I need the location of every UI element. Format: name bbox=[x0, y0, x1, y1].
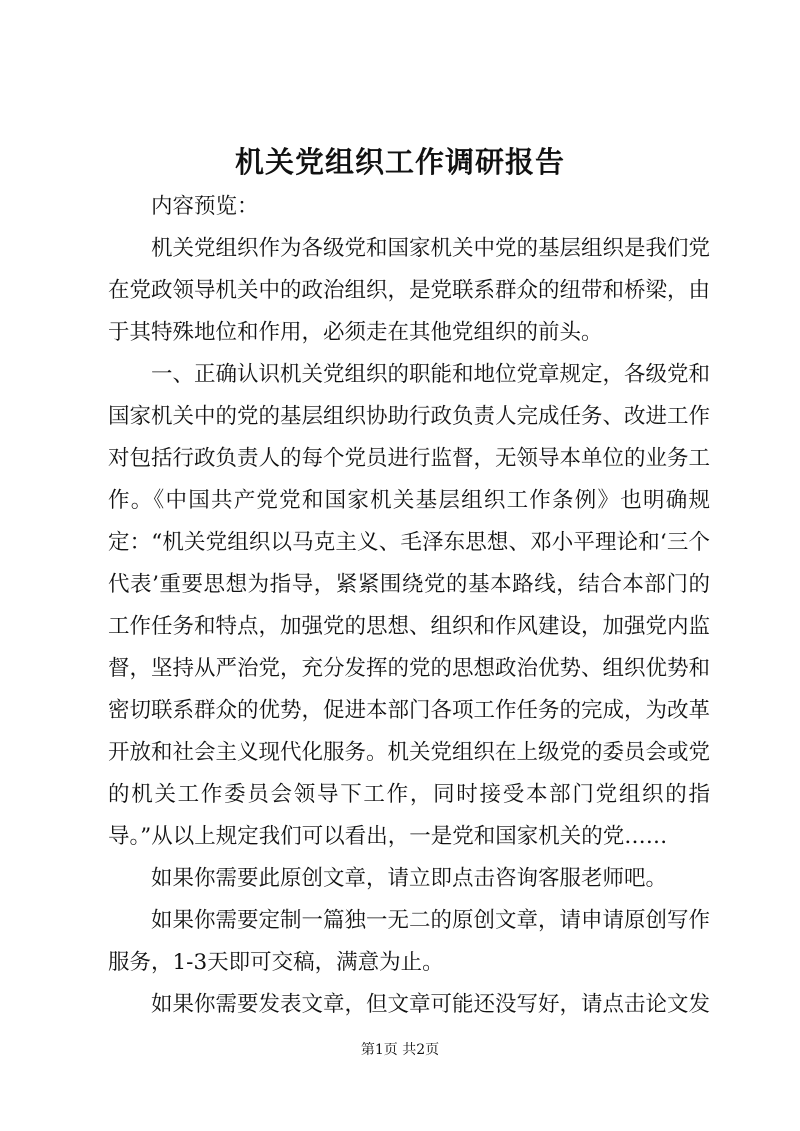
preview-label: 内容预览： bbox=[151, 194, 259, 219]
page-footer: 第1页 共2页 bbox=[360, 1042, 440, 1058]
document-body bbox=[108, 186, 710, 1026]
paragraph-custom-writing: 如果你需要定制一篇独一无二的原创文章，请申请原创写作服务，1-3天即可交稿，满意为止。 bbox=[108, 908, 711, 975]
paragraph-publish: 如果你需要发表文章，但文章可能还没写好，请点击论文发 bbox=[151, 992, 711, 1017]
paragraph-consult: 如果你需要此原创文章，请立即点击咨询客服老师吧。 bbox=[151, 866, 668, 891]
paragraph-intro: 机关党组织作为各级党和国家机关中党的基层组织是我们党在党政领导机关中的政治组织，是党联系群众的纽带和桥梁，由于其特殊地位和作用，必须走在其他党组织的前头。 bbox=[108, 236, 711, 345]
page-title: 机关党组织工作调研报告 bbox=[234, 145, 565, 179]
paragraph-section-one: 一、正确认识机关党组织的职能和地位党章规定，各级党和国家机关中的党的基层组织协助行政负责人完成任务、改进工作对包括行政负责人的每个党员进行监督，无领导本单位的业务工作。《中国共产党党和国家机关基层组织工作条例》也明确规定：“机关党组织以马克主义、毛泽东思想、邓小平理论和‘三个代表’重要思想为指导，紧紧围绕党的基本路线，结合本部门的工作任务和特点，加强党的思想、组织和作风建设，加强党内监督，坚持从严治党，充分发挥的党的思想政治优势、组织优势和密切联系群众的优势，促进本部门各项工作任务的完成，为改革开放和社会主义现代化服务。机关党组织在上级党的委员会或党的机关工作委员会领导下工作，同时接受本部门党组织的指导。”从以上规定我们可以看出，一是党和国家机关的党…… bbox=[108, 362, 711, 849]
